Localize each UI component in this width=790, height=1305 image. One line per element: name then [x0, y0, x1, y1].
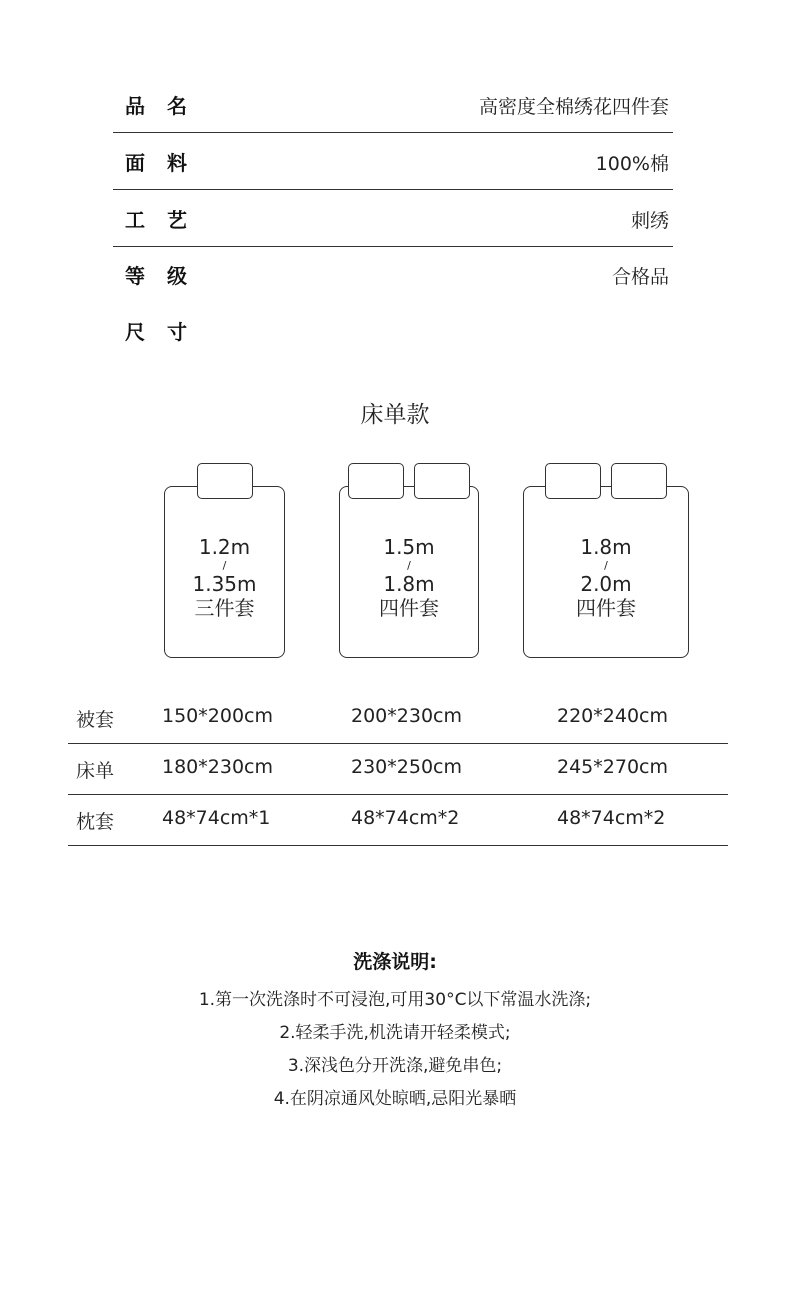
spec-row-craft	[113, 190, 673, 247]
spec-value: 刺绣	[630, 210, 669, 232]
bed-width: 1.2m	[198, 535, 251, 559]
care-line: 4.在阴凉通风处晾晒,忌阳光暴晒	[273, 1089, 517, 1109]
bed-separator: /	[604, 559, 608, 572]
spec-row-size	[113, 302, 673, 358]
bed-separator: /	[222, 559, 227, 572]
bed-outline	[339, 486, 479, 658]
spec-value: 合格品	[611, 266, 669, 288]
spec-row-fabric	[113, 133, 673, 190]
spec-row-grade	[113, 246, 673, 302]
table-cell: 48*74cm*1	[162, 807, 271, 829]
table-cell: 150*200cm	[162, 705, 273, 727]
care-line: 3.深浅色分开洗涤,避免串色;	[287, 1056, 503, 1076]
table-row	[68, 693, 728, 744]
bed-outline	[164, 486, 285, 658]
pillow-icon	[197, 463, 253, 499]
spec-label: 面料	[125, 151, 209, 175]
bed-set: 三件套	[194, 596, 255, 620]
bed-separator: /	[407, 559, 411, 572]
table-cell: 200*230cm	[351, 705, 462, 727]
pillow-icon	[348, 463, 404, 499]
bed-size-label	[340, 535, 478, 620]
spec-value: 100%棉	[595, 153, 669, 175]
bed-width: 1.5m	[383, 535, 435, 559]
row-label: 床单	[76, 760, 115, 782]
table-row	[68, 795, 728, 846]
spec-label: 工艺	[125, 208, 209, 232]
care-line: 1.第一次洗涤时不可浸泡,可用30°C以下常温水洗涤;	[198, 990, 592, 1010]
table-cell: 230*250cm	[351, 756, 462, 778]
table-cell: 48*74cm*2	[557, 807, 666, 829]
spec-label: 等级	[125, 264, 209, 288]
size-table	[68, 693, 728, 846]
row-label: 被套	[76, 709, 115, 731]
bed-size-label	[165, 535, 284, 620]
bed-length: 2.0m	[580, 572, 632, 596]
pillow-icon	[611, 463, 667, 499]
row-label: 枕套	[76, 811, 115, 833]
table-cell: 48*74cm*2	[351, 807, 460, 829]
table-cell: 245*270cm	[557, 756, 668, 778]
bed-length: 1.35m	[192, 572, 257, 596]
pillow-icon	[545, 463, 601, 499]
bed-outline	[523, 486, 689, 658]
spec-label: 品名	[125, 94, 209, 118]
spec-value: 高密度全棉绣花四件套	[478, 96, 669, 118]
section-title: 床单款	[360, 402, 430, 428]
bed-size-label	[524, 535, 688, 620]
spec-row-name	[113, 76, 673, 133]
care-title: 洗涤说明:	[353, 951, 437, 973]
spec-label: 尺寸	[125, 320, 209, 344]
bed-set: 四件套	[379, 596, 439, 620]
bed-set: 四件套	[576, 596, 636, 620]
table-row	[68, 744, 728, 795]
table-cell: 220*240cm	[557, 705, 668, 727]
table-cell: 180*230cm	[162, 756, 273, 778]
bed-length: 1.8m	[383, 572, 435, 596]
care-line: 2.轻柔手洗,机洗请开轻柔模式;	[279, 1023, 511, 1043]
pillow-icon	[414, 463, 470, 499]
bed-width: 1.8m	[580, 535, 632, 559]
